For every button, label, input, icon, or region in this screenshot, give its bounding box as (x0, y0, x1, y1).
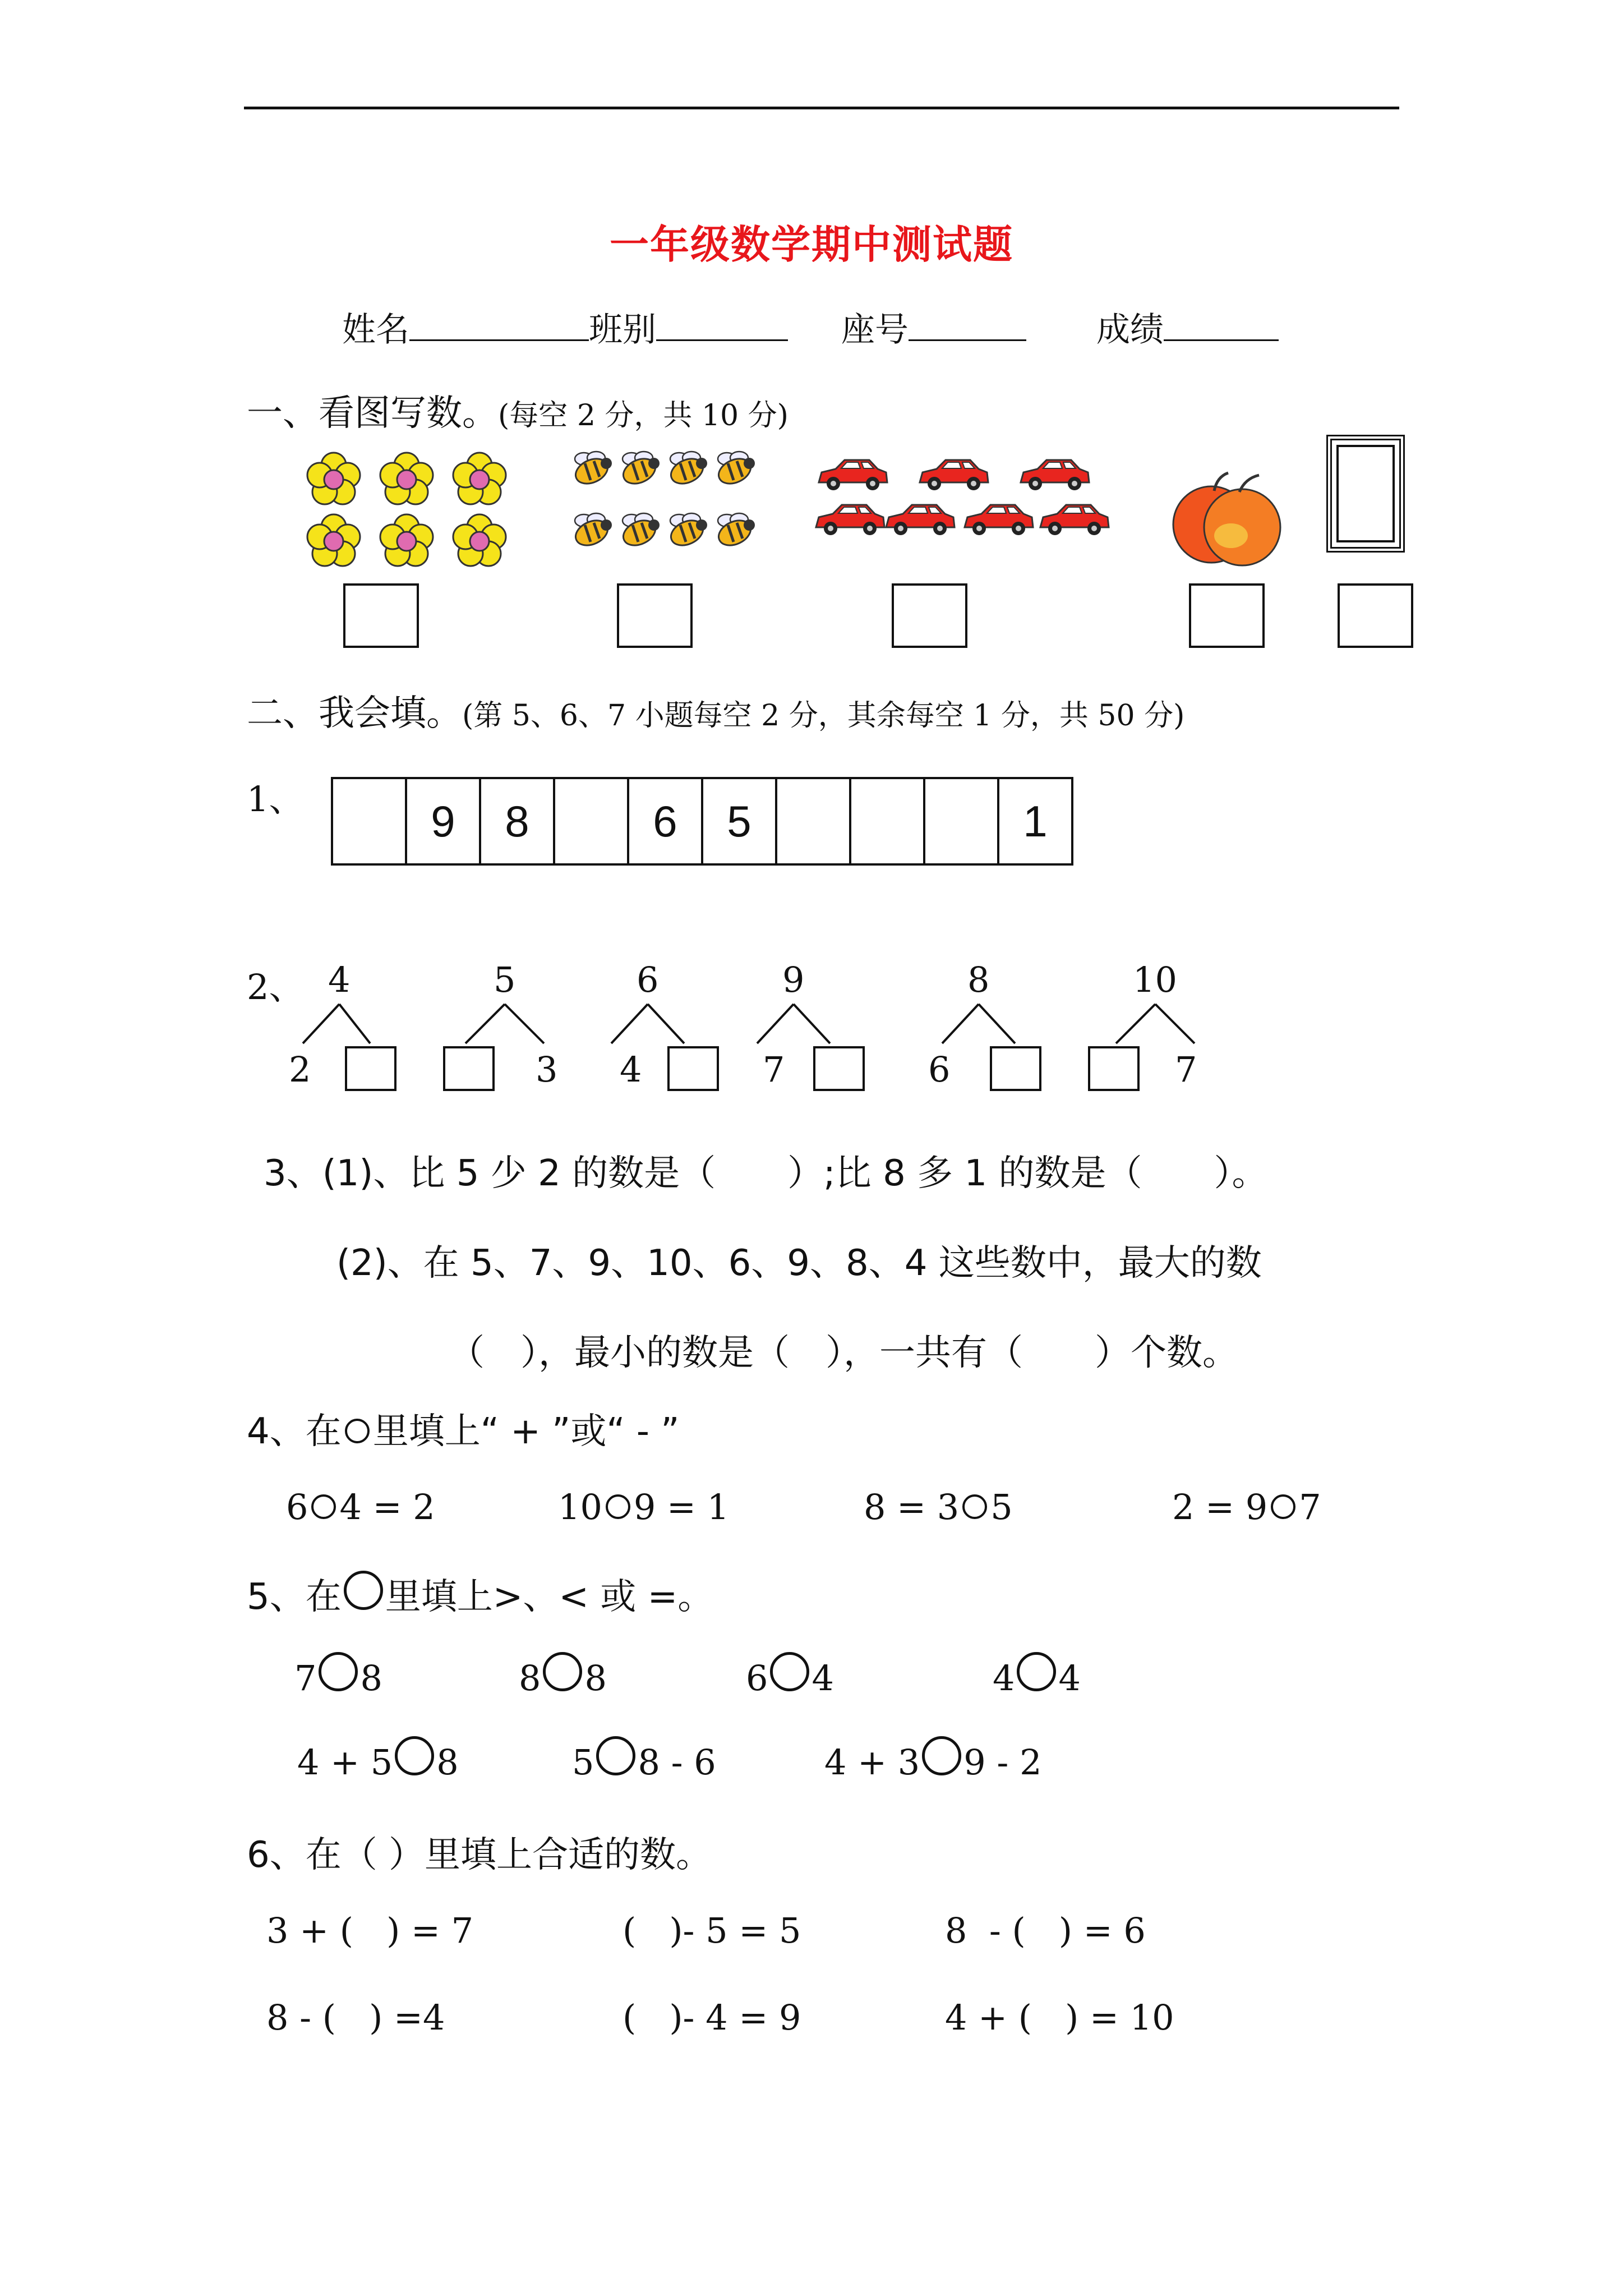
cars-picture (808, 449, 1122, 550)
answer-box-frame[interactable] (1338, 583, 1413, 648)
compare-circle[interactable] (319, 1652, 358, 1691)
score-field (1096, 303, 1279, 351)
circle-icon (345, 1419, 370, 1443)
section2-heading: 二、我会填。(第 5、6、7 小题每空 2 分，其余每空 1 分，共 50 分) (247, 693, 1185, 734)
tree-left: 2 (289, 1049, 311, 1090)
tree-top: 8 (967, 959, 990, 1000)
sequence-cell: 9 (407, 779, 481, 863)
tree-top: 4 (328, 959, 351, 1000)
operator-circle[interactable] (311, 1494, 336, 1519)
name-label: 姓名 (342, 310, 409, 349)
class-blank[interactable] (656, 312, 788, 341)
q6-equation[interactable]: ( )- 5 = 5 (623, 1910, 801, 1951)
sequence-cell[interactable] (777, 779, 851, 863)
apples-picture (1169, 468, 1287, 567)
frame-picture (1326, 435, 1405, 553)
q4-equation: 10 9 = 1 (558, 1487, 730, 1527)
tree-top: 5 (494, 959, 516, 1000)
sequence-cell[interactable] (851, 779, 925, 863)
q5-comparison: 4 + 3 9 - 2 (824, 1736, 1042, 1783)
tree-top: 10 (1133, 959, 1177, 1000)
compare-circle[interactable] (922, 1736, 961, 1775)
tree-top: 6 (637, 959, 659, 1000)
page-title: 一年级数学期中测试题 (610, 221, 1013, 268)
tree-right: 7 (1175, 1049, 1197, 1090)
q5-comparison: 8 8 (519, 1652, 607, 1699)
tree-left: 4 (620, 1049, 642, 1090)
sequence-cell: 6 (629, 779, 703, 863)
q3-line1: 3、(1)、比 5 少 2 的数是（ ）;比 8 多 1 的数是（ ）。 (264, 1153, 1268, 1194)
tree-right-box[interactable] (667, 1046, 719, 1091)
q4-heading: 4、在 里填上“ + ”或“ - ” (247, 1411, 680, 1452)
tree-left-box[interactable] (443, 1046, 495, 1091)
section1-heading: 一、看图写数。(每空 2 分，共 10 分) (247, 393, 789, 434)
answer-box-bees[interactable] (617, 583, 693, 648)
header-rule (244, 107, 1399, 109)
flowers-picture (300, 449, 524, 572)
q1-label: 1、 (247, 779, 304, 820)
tree-top: 9 (782, 959, 805, 1000)
operator-circle[interactable] (606, 1494, 630, 1519)
sequence-cell: 5 (703, 779, 777, 863)
sequence-cell[interactable] (333, 779, 407, 863)
sequence-cell: 1 (999, 779, 1073, 863)
q6-equation[interactable]: 3 + ( ) = 7 (266, 1910, 474, 1951)
tree-right-box[interactable] (813, 1046, 865, 1091)
q6-equation[interactable]: 8 - ( ) =4 (266, 1997, 445, 2038)
answer-box-cars[interactable] (892, 583, 967, 648)
tree-right: 3 (536, 1049, 558, 1090)
tree-left: 7 (763, 1049, 785, 1090)
score-blank[interactable] (1164, 312, 1279, 341)
q5-comparison: 4 + 5 8 (297, 1736, 459, 1783)
q4-equation: 2 = 9 7 (1172, 1487, 1321, 1527)
operator-circle[interactable] (1271, 1494, 1295, 1519)
bees-picture (566, 438, 774, 567)
seat-label: 座号 (841, 310, 909, 349)
number-sequence-grid (331, 777, 1073, 866)
q5-comparison: 5 8 - 6 (572, 1736, 716, 1783)
compare-circle[interactable] (596, 1736, 635, 1775)
seat-field (841, 303, 1026, 351)
q6-heading: 6、在（ ）里填上合适的数。 (247, 1834, 712, 1876)
name-blank[interactable] (409, 312, 589, 341)
operator-circle[interactable] (962, 1494, 987, 1519)
compare-circle[interactable] (395, 1736, 434, 1775)
tree-right-box[interactable] (990, 1046, 1041, 1091)
seat-blank[interactable] (909, 312, 1026, 341)
circle-icon (344, 1571, 383, 1610)
q6-equation[interactable]: 4 + ( ) = 10 (945, 1997, 1174, 2038)
student-info-line (342, 303, 788, 351)
compare-circle[interactable] (770, 1652, 809, 1691)
class-label: 班别 (589, 310, 656, 349)
tree-left-box[interactable] (1088, 1046, 1140, 1091)
sequence-cell: 8 (481, 779, 555, 863)
q5-comparison: 7 8 (294, 1652, 382, 1699)
q2-label: 2、 (247, 967, 304, 1007)
answer-box-apples[interactable] (1189, 583, 1265, 648)
score-label: 成绩 (1096, 310, 1164, 349)
q6-equation[interactable]: ( )- 4 = 9 (623, 1997, 801, 2038)
q4-equation: 6 4 = 2 (286, 1487, 435, 1527)
q3-line2: (2)、在 5、7、9、10、6、9、8、4 这些数中，最大的数 (336, 1243, 1262, 1284)
compare-circle[interactable] (1017, 1652, 1056, 1691)
tree-right-box[interactable] (345, 1046, 396, 1091)
q5-heading: 5、在 里填上>、< 或 =。 (247, 1568, 713, 1619)
q4-equation: 8 = 3 5 (864, 1487, 1013, 1527)
q5-comparison: 6 4 (746, 1652, 834, 1699)
compare-circle[interactable] (543, 1652, 582, 1691)
sequence-cell[interactable] (925, 779, 999, 863)
sequence-cell[interactable] (555, 779, 629, 863)
tree-left: 6 (928, 1049, 951, 1090)
answer-box-flowers[interactable] (343, 583, 419, 648)
q3-line3: （ ），最小的数是（ ），一共有（ ）个数。 (449, 1332, 1238, 1374)
q6-equation[interactable]: 8 - ( ) = 6 (945, 1910, 1146, 1951)
q5-comparison: 4 4 (993, 1652, 1081, 1699)
